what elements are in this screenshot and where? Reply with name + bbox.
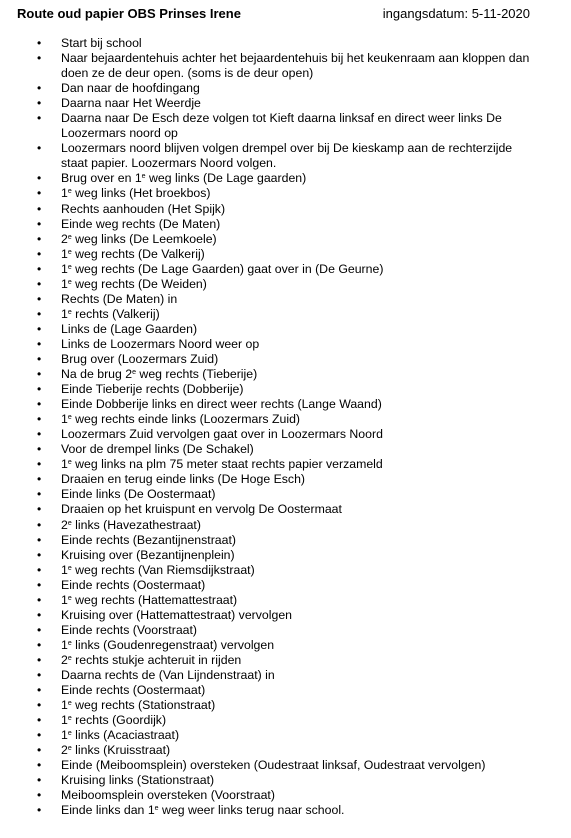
route-step-text: Einde rechts (Voorstraat) xyxy=(61,622,198,637)
route-step-text: 1 xyxy=(61,276,68,291)
route-step xyxy=(0,518,571,533)
route-step xyxy=(0,563,571,578)
route-step xyxy=(0,141,571,171)
route-step xyxy=(0,593,571,608)
route-step xyxy=(0,111,571,141)
route-step xyxy=(0,472,571,487)
route-step xyxy=(0,653,571,668)
route-step xyxy=(0,322,571,337)
route-step-text: 1 xyxy=(61,592,68,607)
ordinal-suffix: e xyxy=(132,369,137,377)
route-step-text: Einde links dan 1 xyxy=(61,803,155,818)
ordinal-suffix: e xyxy=(67,519,72,527)
route-step xyxy=(0,608,571,623)
route-step xyxy=(0,758,571,773)
route-step xyxy=(0,307,571,322)
route-step-text: Einde rechts (Oostermaat) xyxy=(61,577,206,592)
route-step xyxy=(0,262,571,277)
ordinal-suffix: e xyxy=(67,459,72,467)
route-step-text: Loozermars noord blijven volgen drempel over bij De kieskamp aan de rechterzijde staat papier. Loozermars Noord volgen. xyxy=(61,141,513,171)
route-step xyxy=(0,232,571,247)
route-step-text: Rechts (De Maten) in xyxy=(61,291,178,306)
ordinal-suffix: e xyxy=(67,564,72,572)
route-step-text: weg rechts (Van Riemsdijkstraat) xyxy=(71,562,255,577)
route-step xyxy=(0,623,571,638)
route-step-text: weg links (De Lage gaarden) xyxy=(145,171,307,186)
route-step xyxy=(0,578,571,593)
route-step xyxy=(0,186,571,201)
route-step-text: Daarna naar De Esch deze volgen tot Kieft daarna linksaf en direct weer links De Loozermars noord op xyxy=(61,111,502,141)
ordinal-suffix: e xyxy=(67,414,72,422)
ordinal-suffix: e xyxy=(67,700,72,708)
route-step-text: links (Havezathestraat) xyxy=(71,517,201,532)
route-step-text: 1 xyxy=(61,728,68,743)
route-step xyxy=(0,217,571,232)
route-step xyxy=(0,698,571,713)
ordinal-suffix: e xyxy=(154,805,159,813)
route-step xyxy=(0,352,571,367)
route-step-text: 1 xyxy=(61,186,68,201)
ordinal-suffix: e xyxy=(67,188,72,196)
route-step xyxy=(0,96,571,111)
route-step xyxy=(0,668,571,683)
route-step-text: weg rechts (De Lage Gaarden) gaat over in (De Geurne) xyxy=(71,261,384,276)
route-step xyxy=(0,337,571,352)
route-step xyxy=(0,292,571,307)
route-step xyxy=(0,728,571,743)
route-step-text: Daarna rechts de (Van Lijndenstraat) in xyxy=(61,667,275,682)
route-step-text: rechts (Valkerij) xyxy=(71,306,160,321)
route-step-text: Na de brug 2 xyxy=(61,367,133,382)
route-step-text: 1 xyxy=(61,412,68,427)
route-step xyxy=(0,457,571,472)
route-step xyxy=(0,81,571,96)
route-step-text: rechts stukje achteruit in rijden xyxy=(71,652,242,667)
route-step-text: Einde Dobberije links en direct weer rechts (Lange Waand) xyxy=(61,397,382,412)
ordinal-suffix: e xyxy=(67,308,72,316)
route-step xyxy=(0,713,571,728)
route-step-text: links (Acaciastraat) xyxy=(71,728,180,743)
route-step xyxy=(0,548,571,563)
route-step-text: Daarna naar Het Weerdje xyxy=(61,96,201,111)
route-step xyxy=(0,638,571,653)
route-step-text: Rechts aanhouden (Het Spijk) xyxy=(61,201,226,216)
route-step-text: 1 xyxy=(61,261,68,276)
document-header xyxy=(17,6,533,22)
route-step-text: 1 xyxy=(61,457,68,472)
ordinal-suffix: e xyxy=(67,263,72,271)
route-step-text: weg links na plm 75 meter staat rechts papier verzameld xyxy=(71,457,383,472)
route-step-text: weg rechts (De Weiden) xyxy=(71,276,207,291)
route-step-text: 1 xyxy=(61,713,68,728)
route-step-text: Links de Loozermars Noord weer op xyxy=(61,336,260,351)
document-title: Route oud papier OBS Prinses Irene xyxy=(17,6,241,21)
route-step-text: Kruising links (Stationstraat) xyxy=(61,773,215,788)
route-step-text: weg rechts (Stationstraat) xyxy=(71,698,216,713)
route-step-text: Naar bejaardentehuis achter het bejaardentehuis bij het keukenraam aan kloppen dan doen ze de deur open. (soms is de deur open) xyxy=(61,51,530,81)
route-step-text: Kruising over (Hattemattestraat) vervolgen xyxy=(61,607,293,622)
route-step-text: 1 xyxy=(61,637,68,652)
ordinal-suffix: e xyxy=(67,730,72,738)
route-step-text: 1 xyxy=(61,698,68,713)
route-step-text: 2 xyxy=(61,652,68,667)
route-step-text: Einde Tieberije rechts (Dobberije) xyxy=(61,382,244,397)
ordinal-suffix: e xyxy=(67,278,72,286)
route-step-text: 2 xyxy=(61,743,68,758)
route-step xyxy=(0,36,571,51)
ordinal-suffix: e xyxy=(67,654,72,662)
route-step-text: links (Kruisstraat) xyxy=(71,743,171,758)
route-step-text: Brug over en 1 xyxy=(61,171,142,186)
ordinal-suffix: e xyxy=(67,715,72,723)
route-step xyxy=(0,367,571,382)
route-step-text: 1 xyxy=(61,306,68,321)
route-step-text: Links de (Lage Gaarden) xyxy=(61,321,198,336)
route-step-text: 2 xyxy=(61,517,68,532)
ordinal-suffix: e xyxy=(141,173,146,181)
route-step xyxy=(0,683,571,698)
route-step-text: weg links (De Leemkoele) xyxy=(71,231,217,246)
route-step-text: 1 xyxy=(61,246,68,261)
route-step-text: 1 xyxy=(61,562,68,577)
route-step-text: Brug over (Loozermars Zuid) xyxy=(61,351,219,366)
route-step-text: Einde (Meiboomsplein) oversteken (Oudestraat linksaf, Oudestraat vervolgen) xyxy=(61,758,486,773)
route-step xyxy=(0,502,571,517)
ordinal-suffix: e xyxy=(67,594,72,602)
route-step xyxy=(0,743,571,758)
route-step-text: weg links (Het broekbos) xyxy=(71,186,211,201)
route-step xyxy=(0,427,571,442)
route-step xyxy=(0,397,571,412)
route-step xyxy=(0,442,571,457)
ordinal-suffix: e xyxy=(67,639,72,647)
route-step xyxy=(0,533,571,548)
route-step xyxy=(0,412,571,427)
route-step-text: Dan naar de hoofdingang xyxy=(61,81,200,96)
route-step-text: Meiboomsplein oversteken (Voorstraat) xyxy=(61,788,275,803)
route-step xyxy=(0,202,571,217)
route-step xyxy=(0,51,571,81)
route-step-text: Loozermars Zuid vervolgen gaat over in Loozermars Noord xyxy=(61,427,383,442)
route-step-text: weg weer links terug naar school. xyxy=(158,803,345,818)
route-step-text: weg rechts (De Valkerij) xyxy=(71,246,205,261)
route-step-text: weg rechts (Hattemattestraat) xyxy=(71,592,238,607)
route-step-text: 2 xyxy=(61,231,68,246)
route-step-text: weg rechts einde links (Loozermars Zuid) xyxy=(71,412,301,427)
route-step xyxy=(0,277,571,292)
route-step xyxy=(0,773,571,788)
route-step-text: Kruising over (Bezantijnenplein) xyxy=(61,547,235,562)
route-step xyxy=(0,487,571,502)
route-step-text: Start bij school xyxy=(61,36,142,50)
route-step xyxy=(0,247,571,262)
route-step-text: Einde rechts (Bezantijnenstraat) xyxy=(61,532,236,547)
route-step-text: Draaien op het kruispunt en vervolg De Oostermaat xyxy=(61,502,342,517)
route-step-text: Einde links (De Oostermaat) xyxy=(61,487,216,502)
route-step-text: Einde rechts (Oostermaat) xyxy=(61,683,206,698)
ordinal-suffix: e xyxy=(67,745,72,753)
route-step xyxy=(0,171,571,186)
route-step xyxy=(0,803,571,818)
ordinal-suffix: e xyxy=(67,248,72,256)
route-step-text: Einde weg rechts (De Maten) xyxy=(61,216,221,231)
route-step-text: rechts (Goordijk) xyxy=(71,713,167,728)
route-step-text: Draaien en terug einde links (De Hoge Esch) xyxy=(61,472,306,487)
route-step-text: Voor de drempel links (De Schakel) xyxy=(61,442,254,457)
route-step xyxy=(0,788,571,803)
route-step-text: weg rechts (Tieberije) xyxy=(136,367,258,382)
ordinal-suffix: e xyxy=(67,233,72,241)
route-list xyxy=(0,36,571,818)
route-step-text: links (Goudenregenstraat) vervolgen xyxy=(71,637,275,652)
effective-date: ingangsdatum: 5-11-2020 xyxy=(382,6,530,21)
route-step xyxy=(0,382,571,397)
